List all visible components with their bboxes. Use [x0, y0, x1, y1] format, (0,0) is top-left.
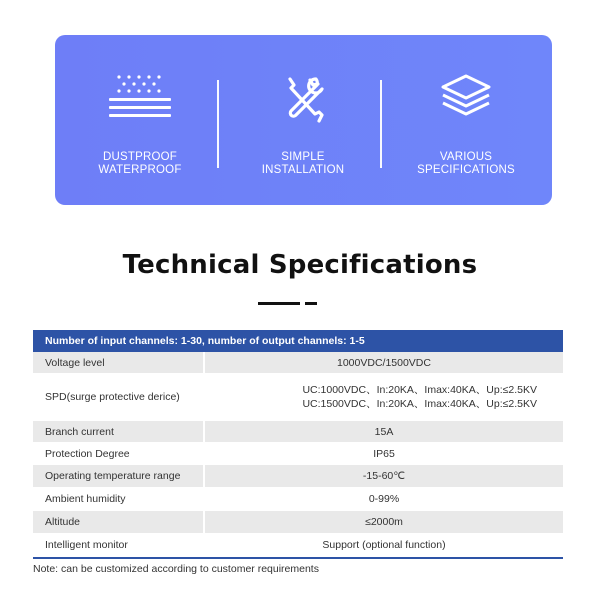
table-row [33, 511, 563, 534]
table-header: Number of input channels: 1-30, number of output channels: 1-5 [33, 330, 563, 352]
spec-label: Voltage level [33, 352, 205, 373]
spec-value: -15-60℃ [362, 470, 406, 482]
table-bottom-border [33, 557, 563, 559]
feature-simple-installation [228, 35, 378, 205]
features-banner [55, 35, 552, 205]
title-underline [258, 302, 300, 305]
spec-value: 15A [374, 425, 394, 438]
feature-dustproof-waterproof [65, 35, 215, 205]
specifications-table [33, 330, 563, 559]
feature-label-line2: INSTALLATION [261, 164, 345, 176]
table-row [33, 421, 563, 443]
spec-label: Altitude [33, 511, 205, 533]
spec-value-line2: UC:1500VDC、In:20KA、Imax:40KA、Up:≤2.5KV [302, 398, 537, 410]
feature-various-specifications [391, 35, 541, 205]
title-underline-short [305, 302, 317, 305]
divider [217, 80, 219, 168]
table-row [33, 443, 563, 465]
spec-label: Operating temperature range [33, 465, 205, 487]
table-row [33, 534, 563, 557]
spec-value: 1000VDC/1500VDC [337, 356, 431, 369]
tools-icon [268, 73, 338, 123]
page-title: Technical Specifications [122, 250, 478, 280]
spec-value: IP65 [373, 447, 395, 460]
spec-value: ≤2000m [365, 516, 403, 528]
spec-label: Branch current [33, 421, 205, 442]
spec-value [205, 374, 563, 420]
spec-value: Support (optional function) [322, 539, 446, 551]
table-row [33, 374, 563, 421]
spec-value: 0-99% [368, 493, 400, 505]
dustproof-waterproof-icon [105, 73, 175, 123]
table-row [33, 465, 563, 488]
feature-label-line1: SIMPLE [281, 151, 325, 163]
divider [380, 80, 382, 168]
feature-label-line2: WATERPROOF [98, 164, 182, 176]
footnote: Note: can be customized according to customer requirements [33, 563, 319, 575]
spec-label: Intelligent monitor [33, 534, 205, 556]
feature-label-line1: VARIOUS [439, 151, 493, 163]
feature-label-line2: SPECIFICATIONS [417, 164, 515, 176]
feature-label-line1: DUSTPROOF [103, 151, 177, 163]
spec-label: Ambient humidity [33, 488, 205, 510]
spec-label: SPD(surge protective derice) [33, 374, 205, 420]
table-row [33, 488, 563, 511]
spec-label: Protection Degree [33, 443, 205, 464]
layers-icon [431, 73, 501, 123]
spec-value-line1: UC:1000VDC、In:20KA、Imax:40KA、Up:≤2.5KV [302, 384, 537, 396]
table-row [33, 352, 563, 374]
